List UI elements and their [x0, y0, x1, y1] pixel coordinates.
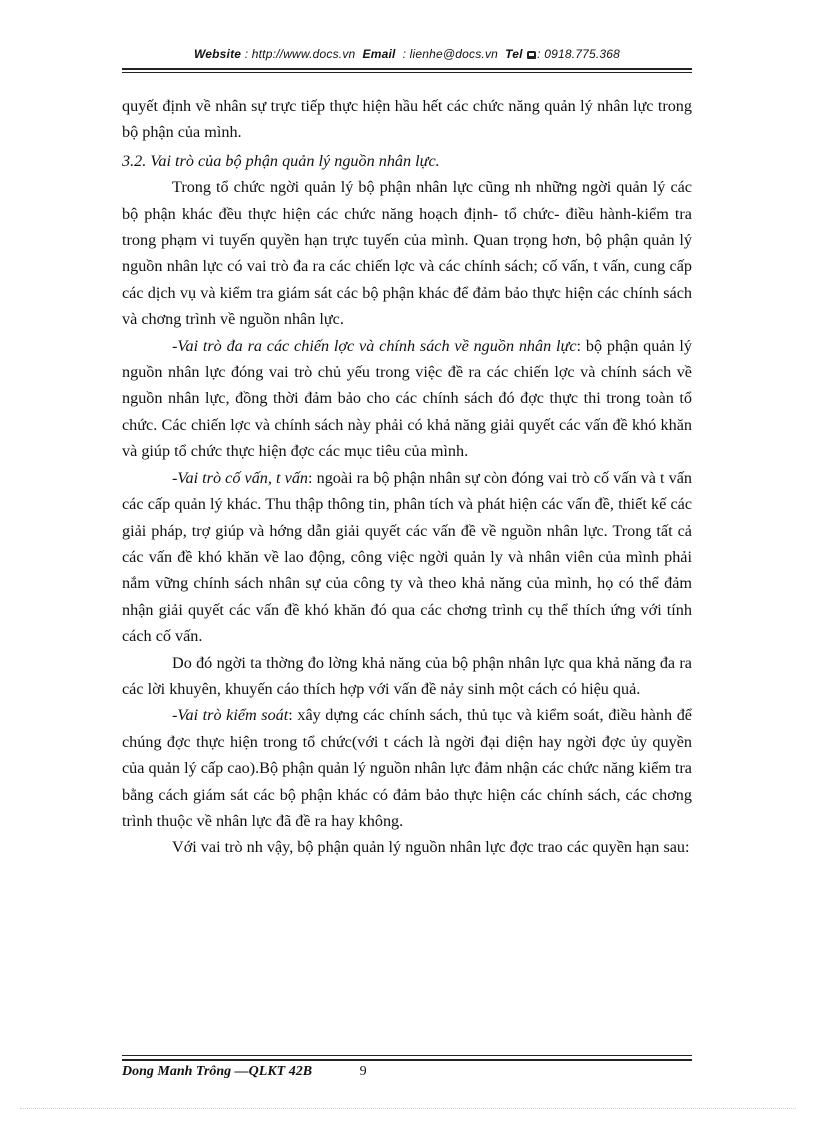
footer-author: Dong Manh Trông —QLKT 42B	[122, 1064, 313, 1079]
page-number: 9	[359, 1064, 367, 1079]
paragraph-3	[122, 465, 692, 650]
paragraph-4: Do đó ngời ta thờng đo lờng khả năng của bộ phận nhân lực qua khả năng đa ra các lời khuyên, khuyến cáo thích hợp với vấn đề nảy sinh một cách có hiệu quả.	[122, 653, 692, 698]
website-label: Website	[193, 47, 242, 61]
header-rule-thin	[122, 72, 692, 73]
footer-rule-thick	[122, 1059, 692, 1061]
section-title: 3.2. Vai trò của bộ phận quản lý nguồn nhân lực.	[122, 151, 440, 170]
email-address: : lienhe@docs.vn	[402, 47, 499, 61]
page-bottom-dotted-line	[20, 1108, 796, 1109]
document-body	[122, 93, 692, 861]
website-url: : http://www.docs.vn	[244, 47, 356, 61]
page-footer	[122, 1064, 367, 1080]
header-rule-thick	[122, 68, 692, 70]
footer-rule-thin	[122, 1055, 692, 1056]
paragraph-2-title: -Vai trò đa ra các chiến lợc và chính sách về nguồn nhân lực	[172, 336, 577, 355]
paragraph-5	[122, 702, 692, 834]
paragraph-intro: quyết định về nhân sự trực tiếp thực hiện hầu hết các chức năng quản lý nhân lực trong bộ phận của mình.	[122, 97, 692, 142]
paragraph-1: Trong tổ chức ngời quản lý bộ phận nhân lực cũng nh những ngời quản lý các bộ phận khác đều thực hiện các chức năng hoạch định- tổ chức- điều hành-kiểm tra trong phạm vi tuyến quyền hạn trực tuyến của mình. Quan trọng hơn, bộ phận quản lý nguồn nhân lực có vai trò đa ra các chiến lợc và các chính sách; cố vấn, t vấn, cung cấp các dịch vụ và kiểm tra giám sát các bộ phận khác để đảm bảo thực hiện các chính sách và chơng trình về nguồn nhân lực.	[122, 178, 692, 329]
paragraph-3-title: -Vai trò cố vấn, t vấn	[172, 468, 309, 487]
paragraph-3-text: : ngoài ra bộ phận nhân sự còn đóng vai trò cố vấn và t vấn các cấp quản lý khác. Thu thập thông tin, phân tích và phát hiện các vấn đề, thiết kế các giải pháp, trợ giúp và hớng dẫn giải quyết các vấn đề về nguồn nhân lực. Trong tất cả các vấn đề khó khăn về lao động, công việc ngời quản ly và nhân viên của mình phải nắm vững chính sách nhân sự của công ty và theo khả năng của mình, họ có thể đảm nhận giải quyết các vấn đề khó khăn đó qua các chơng trình cụ thể thích ứng với tính cách cố vấn.	[122, 468, 692, 646]
paragraph-2-text: : bộ phận quản lý nguồn nhân lực đóng vai trò chủ yếu trong việc đề ra các chiến lợc và chính sách về nguồn nhân lực, đồng thời đảm bảo cho các chính sách đó đợc thực thi trong toàn tổ chức. Các chiến lợc và chính sách này phải có khả năng giải quyết các vấn đề khó khăn và giúp tổ chức thực hiện đợc các mục tiêu của mình.	[122, 336, 692, 461]
page-header	[122, 47, 692, 61]
paragraph-2	[122, 333, 692, 465]
tel-number: : 0918.775.368	[537, 47, 621, 61]
email-label: Email	[362, 47, 396, 61]
paragraph-6: Với vai trò nh vậy, bộ phận quản lý nguồn nhân lực đợc trao các quyền hạn sau:	[172, 838, 690, 857]
phone-icon	[527, 51, 536, 59]
paragraph-5-title: -Vai trò kiểm soát	[172, 706, 289, 725]
tel-label: Tel	[505, 47, 523, 61]
paragraph-5-text: : xây dựng các chính sách, thủ tục và kiểm soát, điều hành để chúng đợc thực hiện trong tổ chức(với t cách là ngời đại diện hay ngời đợc ủy quyền của quản lý cấp cao).Bộ phận quản lý nguồn nhân lực đảm nhận các chức năng kiểm tra bằng cách giám sát các bộ phận khác có đảm bảo thực hiện các chính sách, các chơng trình thuộc về nhân lực đã đề ra hay không.	[122, 706, 692, 830]
